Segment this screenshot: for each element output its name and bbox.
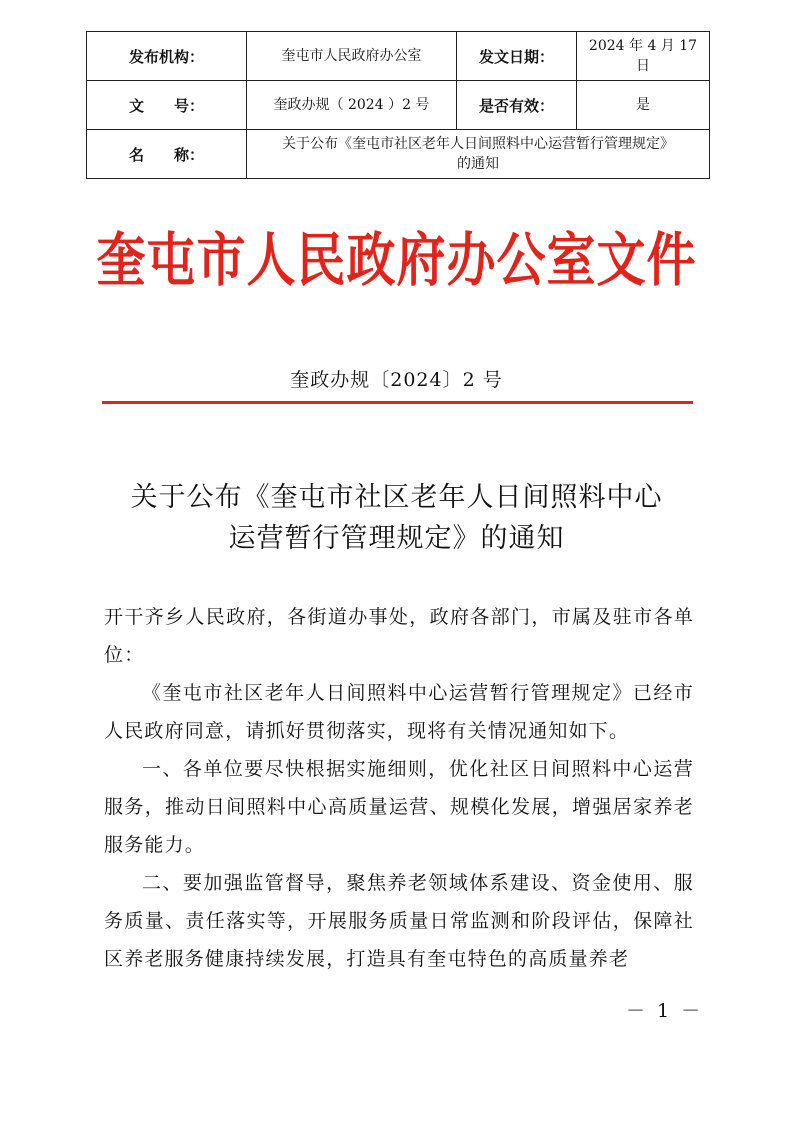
document-title-line2: 运营暂行管理规定》的通知 [228, 523, 565, 554]
date-value: 2024 年 4 月 17 日 [577, 32, 710, 81]
info-row-issuer [87, 32, 710, 81]
valid-label: 是否有效： [457, 81, 577, 130]
date-label: 发文日期： [457, 32, 577, 81]
document-info-table [86, 31, 710, 179]
red-header-title: 奎屯市人民政府办公室文件 [96, 226, 697, 295]
name-value [247, 130, 710, 179]
valid-value: 是 [577, 81, 710, 130]
body-paragraph-3: 二、要加强监管督导，聚焦养老领域体系建设、资金使用、服务质量、责任落实等，开展服务质量日常监测和阶段评估，保障社区养老服务健康持续发展，打造具有奎屯特色的高质量养老 [104, 872, 694, 970]
body-salutation: 开干齐乡人民政府，各街道办事处，政府各部门，市属及驻市各单位： [104, 606, 694, 666]
body-paragraph-2: 一、各单位要尽快根据实施细则，优化社区日间照料中心运营服务，推动日间照料中心高质量运营、规模化发展，增强居家养老服务能力。 [104, 758, 694, 856]
document-title [0, 477, 793, 559]
document-title-line1: 关于公布《奎屯市社区老年人日间照料中心 [130, 482, 663, 513]
docno-value: 奎政办规（ 2024 ）2 号 [247, 81, 457, 130]
name-label: 名 称： [87, 130, 247, 179]
issuer-value: 奎屯市人民政府办公室 [247, 32, 457, 81]
document-number: 奎政办规〔2024〕2 号 [290, 369, 503, 391]
red-divider-line [102, 401, 693, 404]
name-value-line2: 的通知 [457, 156, 499, 172]
info-row-name [87, 130, 710, 179]
info-row-docno [87, 81, 710, 130]
page-number: － 1 － [626, 1000, 704, 1022]
name-value-line1: 关于公布《奎屯市社区老年人日间照料中心运营暂行管理规定》 [282, 136, 674, 152]
body-paragraph-1: 《奎屯市社区老年人日间照料中心运营暂行管理规定》已经市人民政府同意，请抓好贯彻落实，现将有关情况通知如下。 [104, 682, 694, 742]
issuer-label: 发布机构： [87, 32, 247, 81]
docno-label: 文 号： [87, 81, 247, 130]
document-body [104, 598, 694, 978]
